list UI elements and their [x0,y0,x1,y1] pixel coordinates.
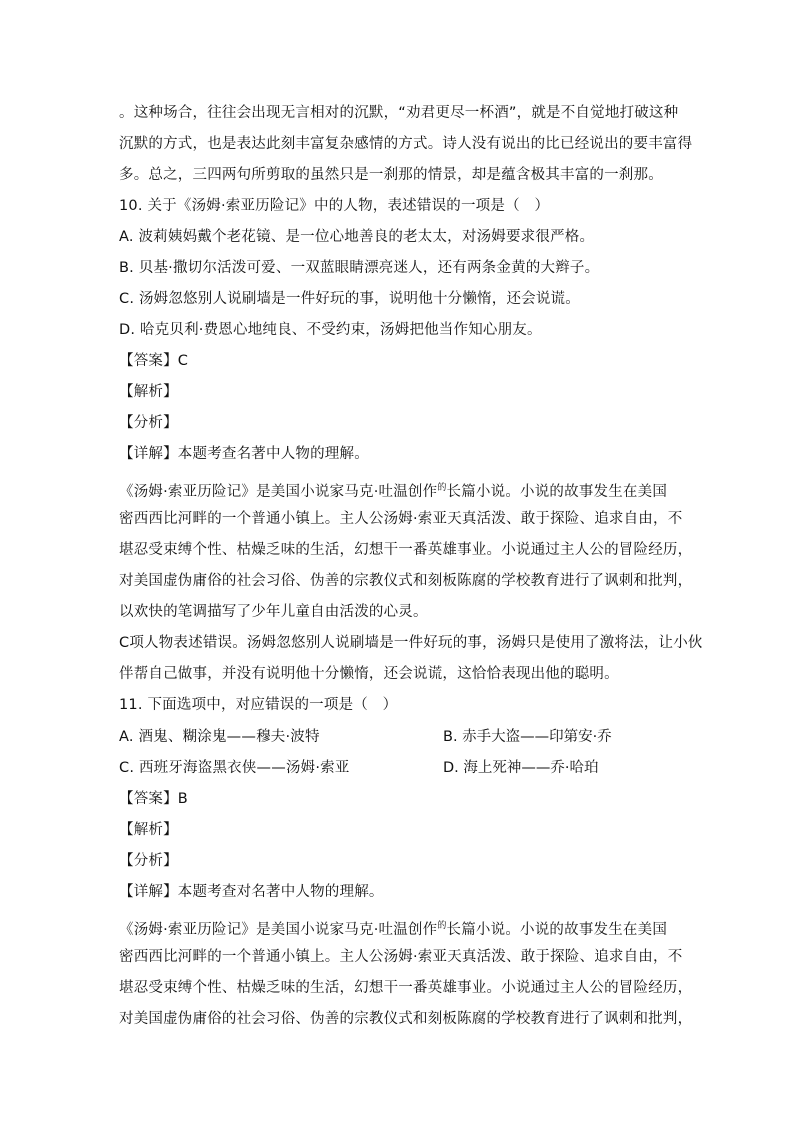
q11-para1-sup: 的 [437,921,447,931]
q10-xiangjie: 【详解】本题考查名著中人物的理解。 [119,446,369,462]
q10-fenxi: 【分析】 [119,415,178,431]
q10-option-b: B. 贝基·撒切尔活泼可爱、一双蓝眼睛漂亮迷人，还有两条金黄的大辫子。 [119,260,600,276]
q10-jiexi: 【解析】 [119,384,178,400]
q10-para2-line-2: 伴帮自己做事，并没有说明他十分懒惰，还会说谎，这恰恰表现出他的聪明。 [119,666,619,682]
q10-para1-line-2: 密西西比河畔的一个普通小镇上。主人公汤姆·索亚天真活泼、敢于探险、追求自由，不 [119,511,683,527]
q11-option-c: C. 西班牙海盗黑衣侠——汤姆·索亚 [119,760,350,776]
q11-para1-line-2: 密西西比河畔的一个普通小镇上。主人公汤姆·索亚天真活泼、敢于探险、追求自由，不 [119,949,683,965]
q10-option-d: D. 哈克贝利·费恩心地纯良、不受约束，汤姆把他当作知心朋友。 [119,322,542,338]
intro-line-1: 。这种场合，往往会出现无言相对的沉默，“劝君更尽一杯酒”，就是不自觉地打破这种 [119,105,679,121]
q10-option-a: A. 波莉姨妈戴个老花镜、是一位心地善良的老太太，对汤姆要求很严格。 [119,229,595,245]
q11-answer: 【答案】B [119,791,188,807]
q10-option-c: C. 汤姆忽悠别人说刷墙是一件好玩的事，说明他十分懒惰，还会说谎。 [119,291,580,307]
q11-para1-text-a: 《汤姆·索亚历险记》是美国小说家马克·吐温创作 [119,922,438,938]
q11-para1-line-3: 堪忍受束缚个性、枯燥乏味的生活，幻想干一番英雄事业。小说通过主人公的冒险经历， [119,980,693,996]
q10-para1-line-5: 以欢快的笔调描写了少年儿童自由活泼的心灵。 [119,604,428,620]
q10-para1-sup: 的 [437,483,447,493]
q10-para1-line-1 [119,477,679,503]
q11-option-a: A. 酒鬼、糊涂鬼——穆夫·波特 [119,729,320,745]
q11-para1-line-4: 对美国虚伪庸俗的社会习俗、伪善的宗教仪式和刻板陈腐的学校教育进行了讽刺和批判， [119,1011,693,1027]
q10-stem: 10. 关于《汤姆·索亚历险记》中的人物，表述错误的一项是（ ） [119,198,550,214]
q10-answer: 【答案】C [119,353,189,369]
intro-line-2: 沉默的方式，也是表达此刻丰富复杂感情的方式。诗人没有说出的比已经说出的要丰富得 [119,136,693,152]
q11-xiangjie: 【详解】本题考查对名著中人物的理解。 [119,884,384,900]
q10-para1-line-3: 堪忍受束缚个性、枯燥乏味的生活，幻想干一番英雄事业。小说通过主人公的冒险经历， [119,542,693,558]
q10-para2-line-1: C项人物表述错误。汤姆忽悠别人说刷墙是一件好玩的事，汤姆只是使用了激将法，让小伙 [119,635,703,651]
intro-line-3: 多。总之，三四两句所剪取的虽然只是一刹那的情景，却是蕴含极其丰富的一刹那。 [119,167,663,183]
q10-para1-text-a: 《汤姆·索亚历险记》是美国小说家马克·吐温创作 [119,484,438,500]
q11-fenxi: 【分析】 [119,853,178,869]
q10-para1-text-b: 长篇小说。小说的故事发生在美国 [446,484,668,500]
q11-option-b: B. 赤手大盗——印第安·乔 [443,729,612,745]
q11-stem: 11. 下面选项中，对应错误的一项是（ ） [119,697,398,713]
q11-para1-text-b: 长篇小说。小说的故事发生在美国 [446,922,668,938]
q10-para1-line-4: 对美国虚伪庸俗的社会习俗、伪善的宗教仪式和刻板陈腐的学校教育进行了讽刺和批判， [119,573,693,589]
q11-option-d: D. 海上死神——乔·哈珀 [443,760,599,776]
q11-para1-line-1 [119,915,679,941]
q11-jiexi: 【解析】 [119,822,178,838]
